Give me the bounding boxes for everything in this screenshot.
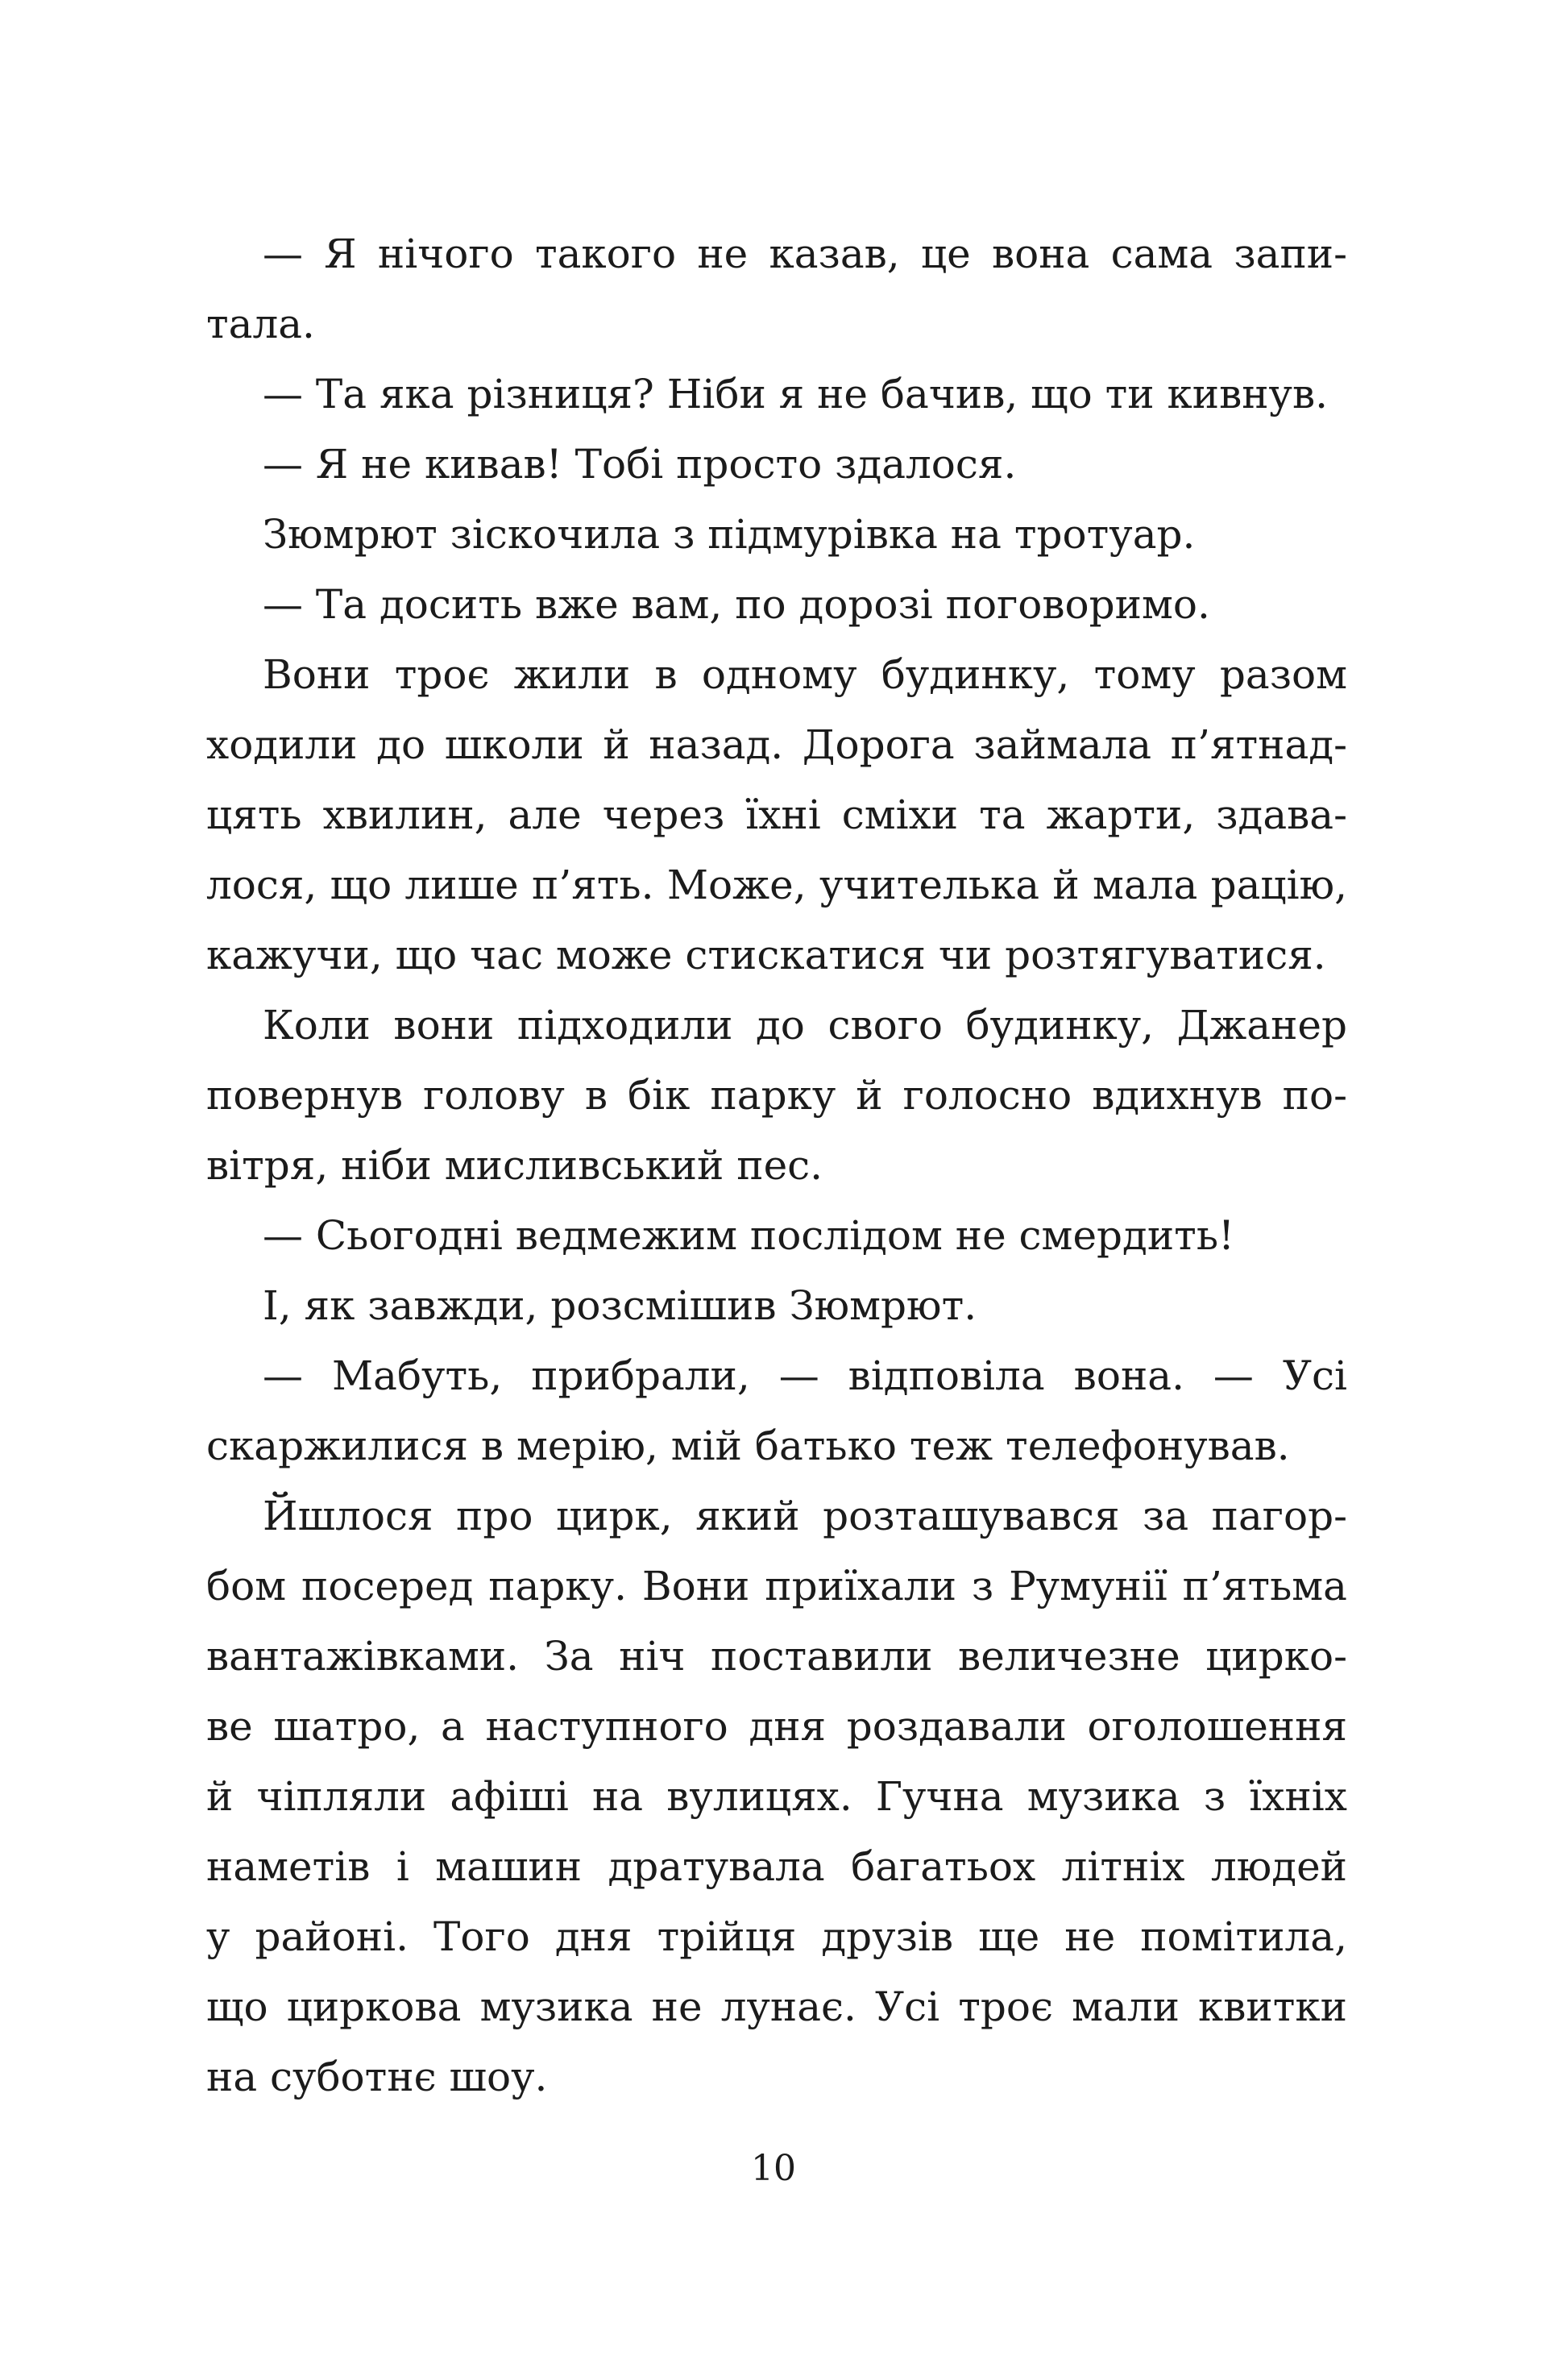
- text-line: — Та яка різниця? Ніби я не бачив, що ти кивнув.: [263, 371, 1329, 417]
- text-line: скаржилися в мерію, мій батько теж телефонував.: [206, 1423, 1290, 1469]
- text-line: Йшлося про цирк, який розташувався за пагор-: [263, 1493, 1347, 1539]
- text-line: вантажівками. За ніч поставили величезне цирко-: [206, 1633, 1347, 1680]
- text-line: І, як завжди, розсмішив Зюмрют.: [263, 1282, 977, 1329]
- text-line: цять хвилин, але через їхні сміхи та жарти, здава-: [206, 791, 1347, 838]
- text-line: лося, що лише п’ять. Може, учителька й мала рацію,: [206, 862, 1347, 908]
- text-line: ве шатро, а наступного дня роздавали оголошення: [206, 1703, 1347, 1750]
- body-text: [206, 219, 1347, 2112]
- text-line: — Я нічого такого не казав, це вона сама запи-: [263, 231, 1347, 277]
- text-line: вітря, ніби мисливський пес.: [206, 1142, 823, 1189]
- text-line: у районі. Того дня трійця друзів ще не помітила,: [206, 1913, 1347, 1960]
- text-line: — Мабуть, прибрали, — відповіла вона. — Усі: [263, 1352, 1347, 1399]
- text-line: що циркова музика не лунає. Усі троє мали квитки: [206, 1983, 1347, 2030]
- text-line: тала.: [206, 301, 315, 347]
- text-line: — Сьогодні ведмежим послідом не смердить!: [263, 1212, 1235, 1259]
- text-line: бом посеред парку. Вони приїхали з Румунії п’ятьма: [206, 1563, 1347, 1610]
- text-line: кажучи, що час може стискатися чи розтягуватися.: [206, 932, 1326, 978]
- text-line: — Та досить вже вам, по дорозі поговоримо.: [263, 581, 1210, 628]
- text-line: Зюмрют зіскочила з підмурівка на тротуар.: [263, 511, 1196, 558]
- text-line: й чіпляли афіші на вулицях. Гучна музика з їхніх: [206, 1773, 1347, 1820]
- text-line: ходили до школи й назад. Дорога займала п’ятнад-: [206, 721, 1347, 768]
- text-line: наметів і машин дратувала багатьох літніх людей: [206, 1843, 1347, 1890]
- text-line: повернув голову в бік парку й голосно вдихнув по-: [206, 1072, 1347, 1119]
- page-number: 10: [751, 2148, 796, 2189]
- text-line: на суботнє шоу.: [206, 2054, 548, 2100]
- text-line: — Я не кивав! Тобі просто здалося.: [263, 441, 1017, 488]
- text-line: Коли вони підходили до свого будинку, Джанер: [263, 1002, 1347, 1049]
- text-line: Вони троє жили в одному будинку, тому разом: [263, 651, 1347, 698]
